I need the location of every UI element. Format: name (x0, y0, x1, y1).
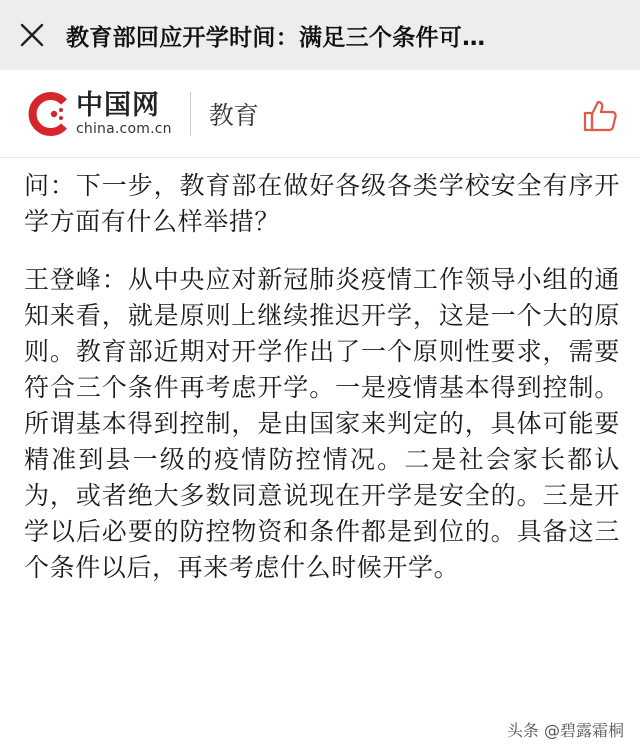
like-button[interactable] (582, 98, 618, 134)
close-button[interactable] (0, 0, 64, 70)
article-body (24, 168, 620, 608)
article-paragraph-question: 问：下一步，教育部在做好各级各类学校安全有序开学方面有什么样举措？ (24, 171, 620, 236)
article-paragraph-answer: 王登峰：从中央应对新冠肺炎疫情工作领导小组的通知来看，就是原则上继续推迟开学，这是一个大的原则。教育部近期对开学作出了一个原则性要求，需要符合三个条件再考虑开学。一是疫情基本得到控制。所谓基本得到控制，是由国家来判定的，具体可能要精准到县一级的疫情防控情况。二是社会家长都认为，或者绝大多数同意说现在开学是安全的。三是开学以后必要的防控物资和条件都是到位的。具备这三个条件以后，再来考虑什么时候开学。 (24, 265, 620, 582)
header-divider (190, 92, 191, 136)
top-nav-bar (0, 0, 640, 70)
thumbs-up-icon (582, 98, 618, 134)
page-title: 教育部回应开学时间：满足三个条件可… (66, 24, 486, 51)
logo-url: china.com.cn (76, 120, 172, 137)
brand-header (0, 70, 640, 158)
close-icon (19, 22, 45, 48)
china-com-cn-logo[interactable] (24, 84, 172, 144)
logo-mark-icon (24, 90, 72, 138)
logo-text: 中国网 (76, 89, 160, 121)
watermark: 头条 @碧露霜桐 (506, 721, 624, 740)
section-label[interactable]: 教育 (208, 100, 259, 130)
